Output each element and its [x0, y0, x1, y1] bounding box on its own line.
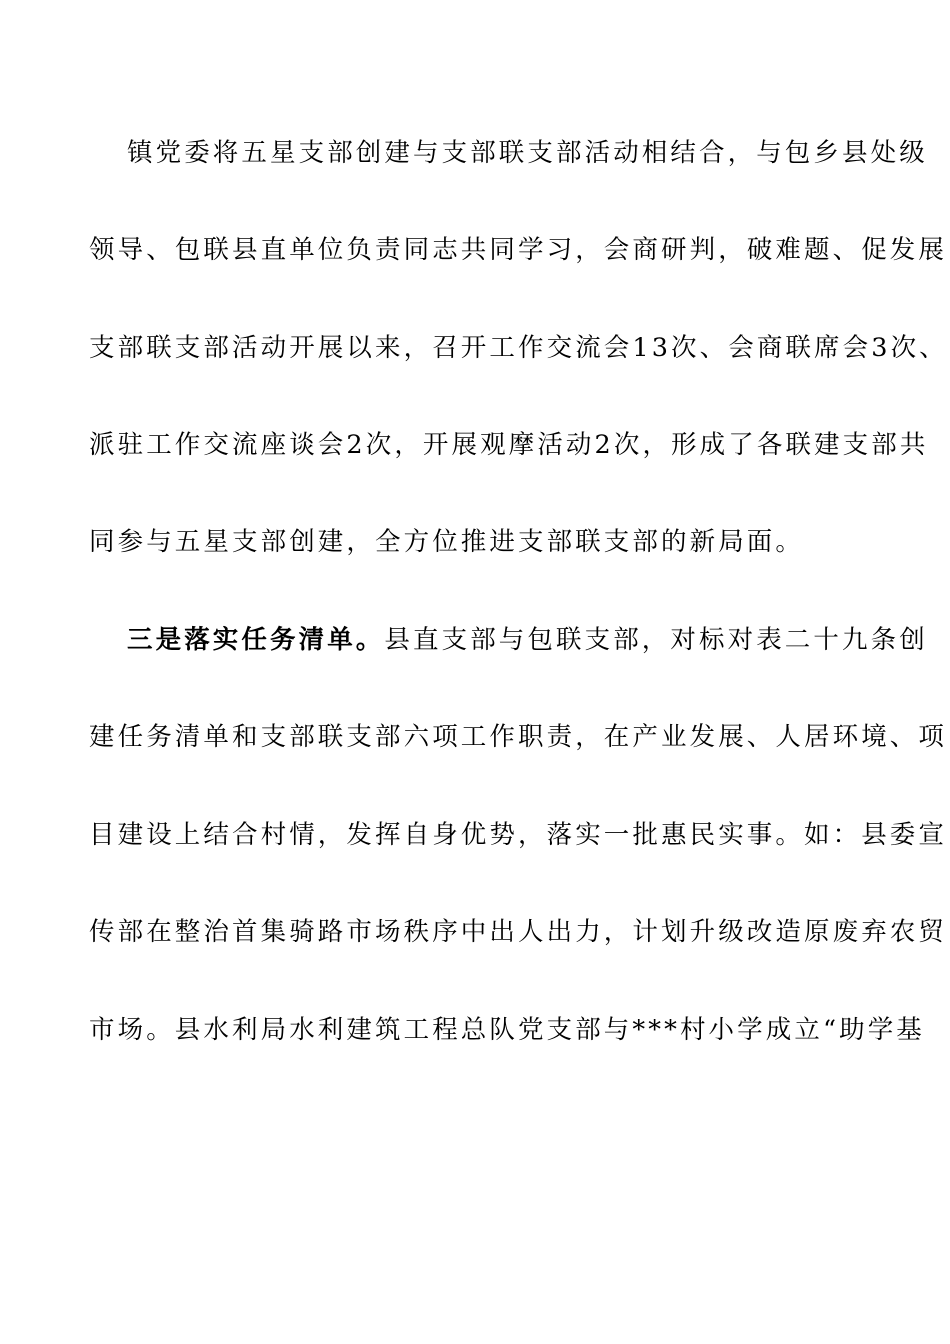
paragraph-1-line-4: 派驻工作交流座谈会2次，开展观摩活动2次，形成了各联建支部共 — [89, 430, 929, 460]
paragraph-2-line-4: 传部在整治首集骑路市场秩序中出人出力，计划升级改造原废弃农贸 — [89, 917, 948, 947]
paragraph-2-line-1 — [127, 620, 928, 660]
paragraph-1-line-2: 领导、包联县直单位负责同志共同学习，会商研判，破难题、促发展 — [89, 235, 948, 265]
paragraph-2-line-3: 目建设上结合村情，发挥自身优势，落实一批惠民实事。如：县委宣 — [89, 820, 948, 850]
paragraph-2-line-1-text: 县直支部与包联支部，对标对表二十九条创 — [384, 625, 928, 655]
paragraph-2-lead: 三是落实任务清单。 — [127, 625, 385, 655]
paragraph-1-line-1: 镇党委将五星支部创建与支部联支部活动相结合，与包乡县处级 — [127, 138, 928, 168]
paragraph-2-line-2: 建任务清单和支部联支部六项工作职责，在产业发展、人居环境、项 — [89, 722, 948, 752]
paragraph-2-line-5: 市场。县水利局水利建筑工程总队党支部与***村小学成立“助学基 — [89, 1015, 925, 1045]
paragraph-1-line-5: 同参与五星支部创建，全方位推进支部联支部的新局面。 — [89, 527, 805, 557]
paragraph-1-line-3: 支部联支部活动开展以来，召开工作交流会13次、会商联席会3次、 — [89, 333, 948, 363]
